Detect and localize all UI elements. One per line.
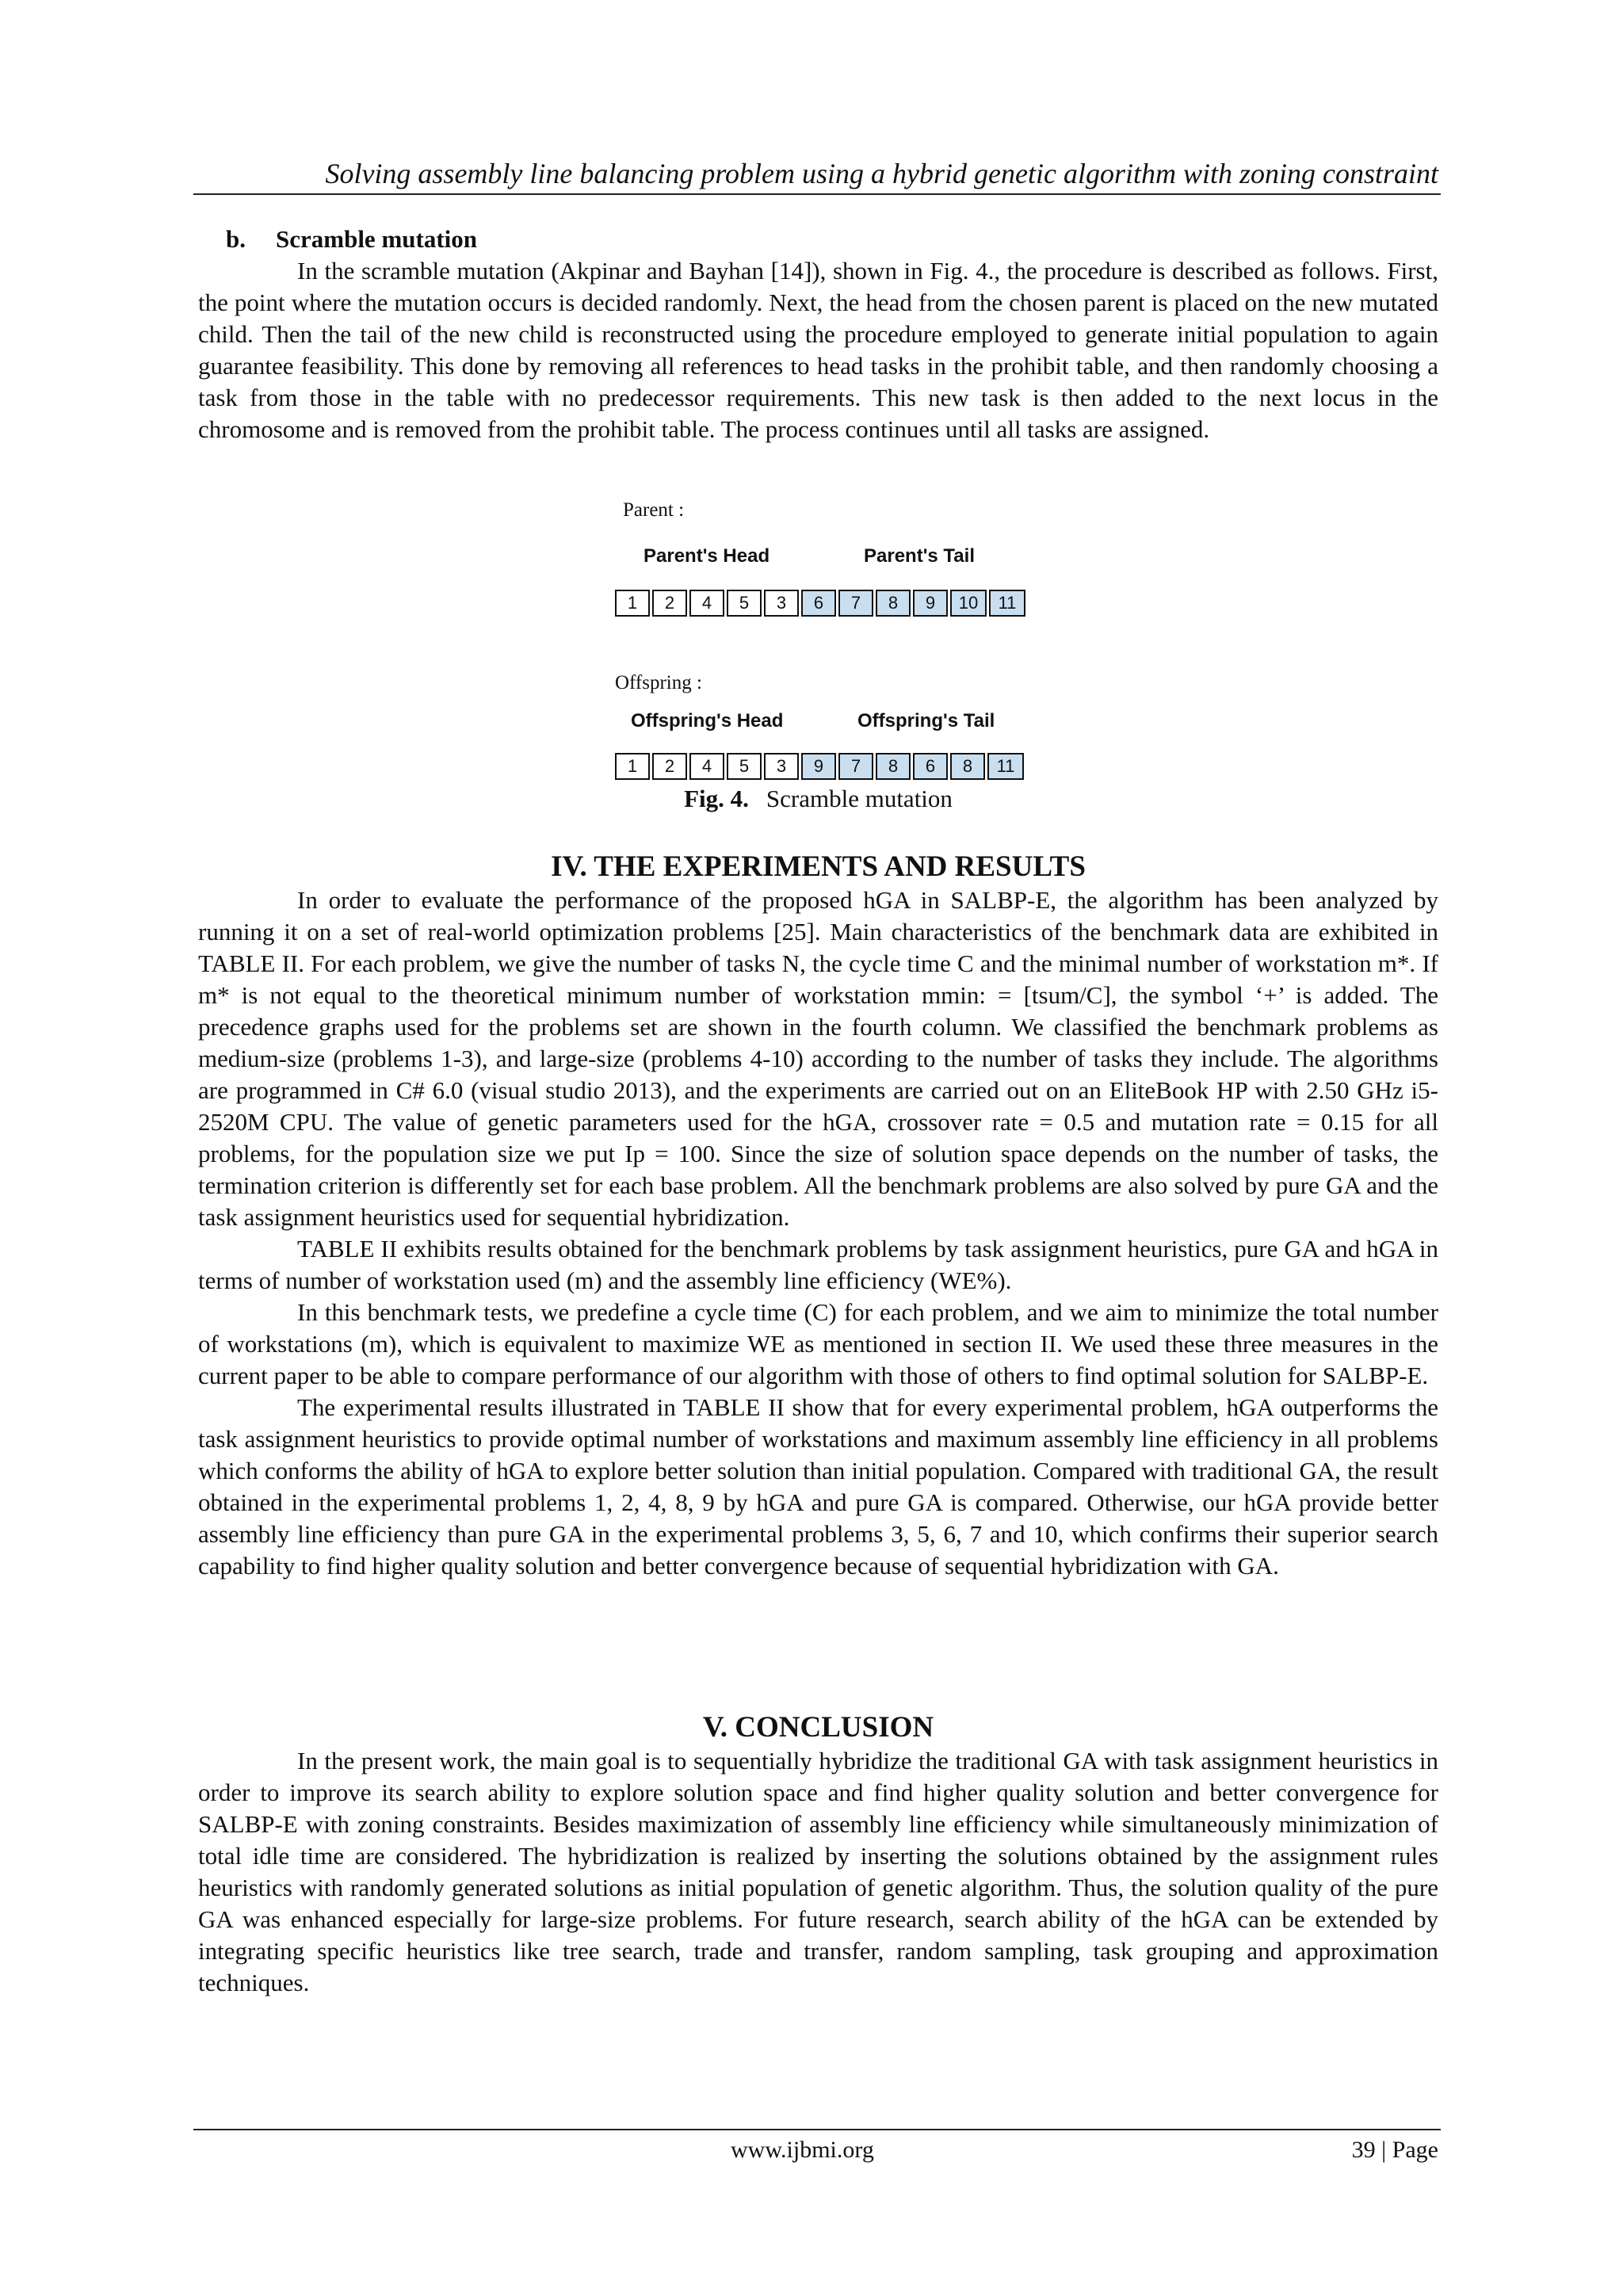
section-heading-conclusion: V. CONCLUSION (702, 1711, 934, 1744)
conclusion-section-body (198, 1745, 1438, 1999)
figure-scramble-mutation (610, 499, 1022, 824)
subsection-heading (226, 223, 477, 255)
parent-gene: 1 (615, 590, 650, 617)
offspring-head-label: Offspring's Head (631, 710, 784, 732)
experiments-section-body (198, 884, 1438, 1582)
offspring-gene: 8 (950, 753, 985, 780)
parent-chromosome (615, 590, 1028, 620)
experiments-paragraph-1: In order to evaluate the performance of the proposed hGA in SALBP-E, the algorithm has been analyzed by running it on a set of real-world optimization problems [25]. Main characteristics of the benchmark data are exhibited in TABLE II. For each problem, we give the number of tasks N, the cycle time C and the minimal number of workstation m*. If m* is not equal to the theoretical minimum number of workstation mmin: = [tsum/C], the symbol ‘+’ is added. The precedence graphs used for the problems set are shown in the fourth column. We classified the benchmark problems as medium-size (problems 1-3), and large-size (problems 4-10) according to the number of tasks they include. The algorithms are programmed in C# 6.0 (visual studio 2013), and the experiments are carried out on an EliteBook HP with 2.50 GHz i5-2520M CPU. The value of genetic parameters used for the hGA, crossover rate = 0.5 and mutation rate = 0.15 for all problems, for the population size we put Ip = 100. Since the size of solution space depends on the number of tasks, the termination criterion is differently set for each base problem. All the benchmark problems are also solved by pure GA and the task assignment heuristics used for sequential hybridization. (198, 886, 1438, 1231)
offspring-gene: 3 (764, 753, 799, 780)
offspring-label: Offspring : (615, 672, 702, 693)
header-rule (193, 193, 1441, 195)
offspring-gene: 9 (801, 753, 836, 780)
scramble-section-body (198, 255, 1438, 445)
offspring-gene: 7 (838, 753, 873, 780)
parent-gene: 3 (764, 590, 799, 617)
parent-gene: 11 (989, 590, 1025, 617)
experiments-paragraph-4: The experimental results illustrated in TABLE II show that for every experimental problem, hGA outperforms the task assignment heuristics to provide optimal number of workstations and maximum assembly line efficiency in all problems which conforms the ability of hGA to explore better solution than initial population. Compared with traditional GA, the result obtained in the experimental problems 1, 2, 4, 8, 9 by hGA and pure GA is compared. Otherwise, our hGA provide better assembly line efficiency than pure GA in the experimental problems 3, 5, 6, 7 and 10, which confirms their superior search capability to find higher quality solution and better convergence because of sequential hybridization with GA. (198, 1393, 1438, 1580)
subsection-title: Scramble mutation (276, 225, 478, 253)
experiments-paragraph-2: TABLE II exhibits results obtained for the benchmark problems by task assignment heuristics, pure GA and hGA in terms of number of workstation used (m) and the assembly line efficiency (WE%). (198, 1235, 1438, 1294)
subsection-letter: b. (226, 225, 246, 253)
parent-gene: 2 (652, 590, 687, 617)
section-heading-experiments: IV. THE EXPERIMENTS AND RESULTS (551, 850, 1086, 883)
parent-gene: 5 (727, 590, 762, 617)
figure-caption-text: Scramble mutation (766, 785, 953, 812)
offspring-tail-label: Offspring's Tail (857, 710, 995, 732)
conclusion-paragraph: In the present work, the main goal is to sequentially hybridize the traditional GA with task assignment heuristics in order to improve its search ability to explore solution space and find higher quality solution and better convergence for SALBP-E with zoning constraints. Besides maximization of assembly line efficiency while simultaneously minimization of total idle time are considered. The hybridization is realized by inserting the solutions obtained by the assignment rules heuristics with randomly generated solutions as initial population of genetic algorithm. Thus, the solution quality of the pure GA was enhanced especially for large-size problems. For future research, search ability of the hGA can be extended by integrating specific heuristics like tree search, trade and transfer, random sampling, task grouping and approximation techniques. (198, 1747, 1438, 1996)
parent-head-label: Parent's Head (643, 545, 770, 567)
footer-rule (193, 2129, 1441, 2130)
offspring-gene: 8 (876, 753, 911, 780)
offspring-gene: 2 (652, 753, 687, 780)
offspring-gene: 4 (689, 753, 724, 780)
experiments-paragraph-3: In this benchmark tests, we predefine a cycle time (C) for each problem, and we aim to minimize the total number of workstations (m), which is equivalent to maximize WE as mentioned in section II. We used these three measures in the current paper to be able to compare performance of our algorithm with those of others to find optimal solution for SALBP-E. (198, 1298, 1438, 1389)
parent-gene: 6 (801, 590, 836, 617)
offspring-gene: 1 (615, 753, 650, 780)
parent-label: Parent : (623, 499, 685, 521)
running-header: Solving assembly line balancing problem using a hybrid genetic algorithm with zoning constraint (325, 158, 1438, 189)
parent-gene: 4 (689, 590, 724, 617)
scramble-paragraph: In the scramble mutation (Akpinar and Bayhan [14]), shown in Fig. 4., the procedure is described as follows. First, the point where the mutation occurs is decided randomly. Next, the head from the chosen parent is placed on the new mutated child. Then the tail of the new child is reconstructed using the procedure employed to generate initial population to again guarantee feasibility. This done by removing all references to head tasks in the prohibit table, and then randomly choosing a task from those in the table with no predecessor requirements. This new task is then added to the next locus in the chromosome and is removed from the prohibit table. The process continues until all tasks are assigned. (198, 257, 1438, 443)
parent-gene: 9 (913, 590, 948, 617)
parent-gene: 10 (950, 590, 987, 617)
offspring-gene: 11 (987, 753, 1024, 780)
figure-caption (198, 783, 1438, 815)
offspring-gene: 5 (727, 753, 762, 780)
offspring-gene: 6 (913, 753, 948, 780)
parent-gene: 7 (838, 590, 873, 617)
figure-caption-number: Fig. 4. (684, 785, 749, 812)
offspring-chromosome (615, 753, 1026, 783)
parent-gene: 8 (876, 590, 911, 617)
parent-tail-label: Parent's Tail (864, 545, 975, 567)
footer-site: www.ijbmi.org (731, 2137, 874, 2163)
footer-page-number: 39 | Page (1351, 2137, 1438, 2163)
